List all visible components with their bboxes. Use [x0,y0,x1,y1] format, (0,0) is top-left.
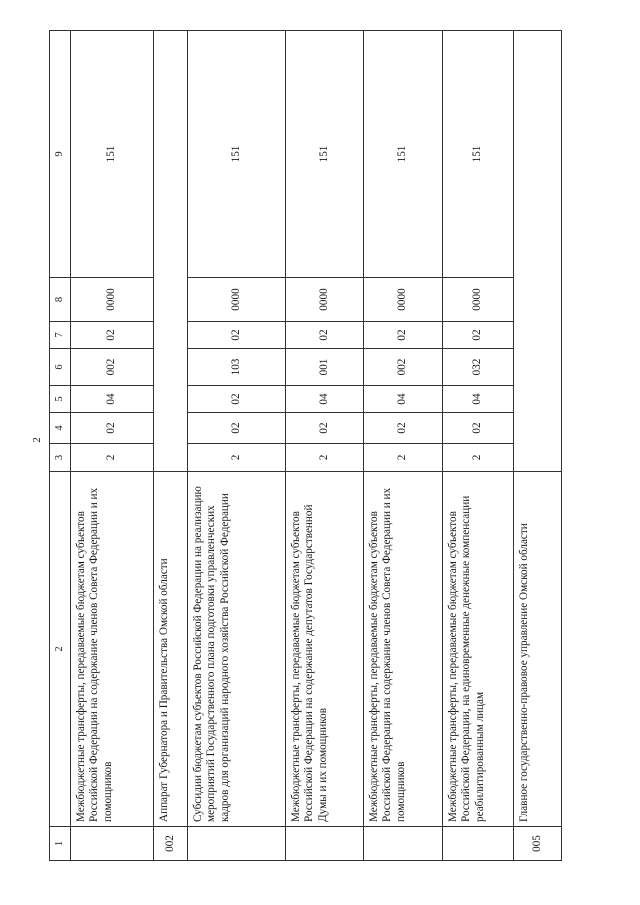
cell-admin-code [71,827,154,861]
cell-c7: 02 [443,322,514,349]
cell-c4: 02 [443,413,514,444]
cell-c7: 02 [188,322,286,349]
cell-admin-code [443,827,514,861]
cell-c9: 151 [364,31,443,278]
cell-empty-span [514,31,562,472]
cell-c9: 151 [286,31,364,278]
cell-admin-code: 005 [514,827,562,861]
cell-c5: 04 [71,386,154,413]
col-header-4: 4 [50,413,71,444]
cell-c9: 151 [443,31,514,278]
cell-c4: 02 [364,413,443,444]
cell-c8: 0000 [443,278,514,322]
cell-c6: 002 [71,349,154,386]
col-header-3: 3 [50,444,71,472]
cell-c3: 2 [286,444,364,472]
cell-c3: 2 [188,444,286,472]
cell-c6: 032 [443,349,514,386]
cell-c7: 02 [364,322,443,349]
cell-c3: 2 [443,444,514,472]
cell-c7: 02 [286,322,364,349]
table-row [188,31,286,861]
cell-admin-code [188,827,286,861]
cell-c5: 02 [188,386,286,413]
rotated-table-wrapper [49,31,543,861]
cell-c8: 0000 [188,278,286,322]
cell-name: Главное государственно-правовое управление Омской области [514,472,562,827]
cell-name: Межбюджетные трансферты, передаваемые бюджетам субъектов Российской Федерации на содержание членов Совета Федерации и их помощников [71,472,154,827]
col-header-9: 9 [50,31,71,278]
col-header-8: 8 [50,278,71,322]
col-header-1: 1 [50,827,71,861]
cell-c3: 2 [71,444,154,472]
cell-c5: 04 [286,386,364,413]
cell-c4: 02 [71,413,154,444]
cell-c9: 151 [71,31,154,278]
table-row [443,31,514,861]
cell-name: Межбюджетные трансферты, передаваемые бюджетам субъектов Российской Федерации, на единовременные денежные компенсации реабилитированным лицам [443,472,514,827]
cell-c6: 002 [364,349,443,386]
cell-c5: 04 [364,386,443,413]
table-row [514,31,562,861]
cell-admin-code: 002 [154,827,188,861]
cell-c8: 0000 [71,278,154,322]
cell-c6: 103 [188,349,286,386]
cell-admin-code [364,827,443,861]
budget-classification-table [49,30,562,861]
cell-c4: 02 [286,413,364,444]
table-row [71,31,154,861]
header-row [50,31,71,861]
cell-c4: 02 [188,413,286,444]
table-row [364,31,443,861]
cell-name: Межбюджетные трансферты, передаваемые бюджетам субъектов Российской Федерации на содержание членов Совета Федерации и их помощников [364,472,443,827]
cell-c5: 04 [443,386,514,413]
cell-c3: 2 [364,444,443,472]
cell-name: Субсидии бюджетам субъектов Российской Федерации на реализацию мероприятий Государственного плана подготовки управленческих кадров для организаций народного хозяйства Российской Федерации [188,472,286,827]
cell-c8: 0000 [286,278,364,322]
cell-c9: 151 [188,31,286,278]
cell-name: Аппарат Губернатора и Правительства Омской области [154,472,188,827]
col-header-5: 5 [50,386,71,413]
cell-c6: 001 [286,349,364,386]
col-header-2: 2 [50,472,71,827]
page-number: 2 [31,437,43,443]
cell-admin-code [286,827,364,861]
col-header-6: 6 [50,349,71,386]
table-row [286,31,364,861]
cell-c7: 02 [71,322,154,349]
cell-c8: 0000 [364,278,443,322]
col-header-7: 7 [50,322,71,349]
table-row [154,31,188,861]
cell-empty-span [154,31,188,472]
cell-name: Межбюджетные трансферты, передаваемые бюджетам субъектов Российской Федерации на содержание депутатов Государственной Думы и их помощников [286,472,364,827]
